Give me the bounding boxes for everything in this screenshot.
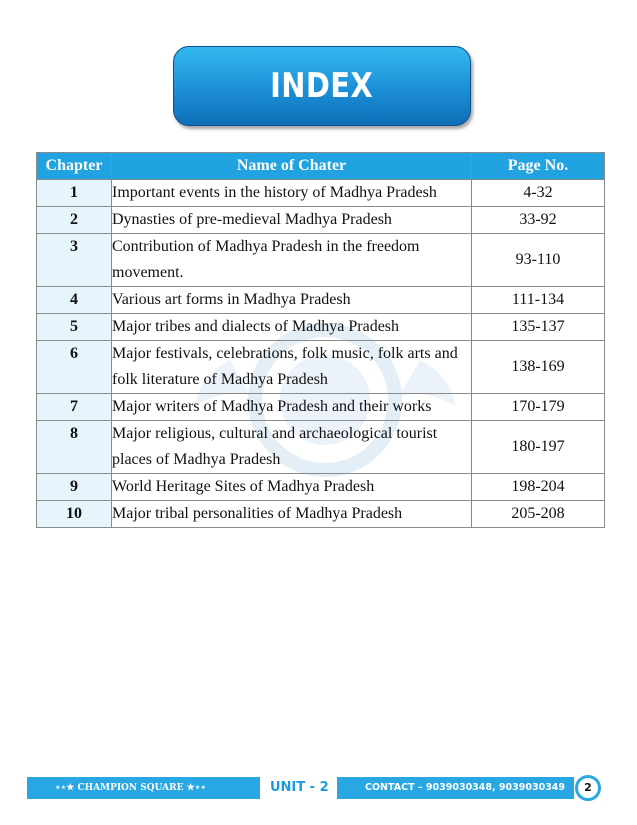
chapter-name: Major tribal personalities of Madhya Pradesh: [112, 501, 472, 528]
table-row: [37, 501, 605, 528]
chapter-number: 10: [37, 501, 112, 528]
page-range: 180-197: [472, 421, 605, 474]
chapter-name: World Heritage Sites of Madhya Pradesh: [112, 474, 472, 501]
table-row: [37, 394, 605, 421]
chapter-name: Major writers of Madhya Pradesh and their works: [112, 394, 472, 421]
chapter-number: 6: [37, 341, 112, 394]
chapter-name: Major religious, cultural and archaeological tourist places of Madhya Pradesh: [112, 421, 472, 474]
index-table: [36, 152, 605, 528]
table-row: [37, 341, 605, 394]
page-range: 138-169: [472, 341, 605, 394]
header-chapter: Chapter: [37, 153, 112, 180]
page-range: 111-134: [472, 287, 605, 314]
table-row: [37, 287, 605, 314]
chapter-name: Major tribes and dialects of Madhya Pradesh: [112, 314, 472, 341]
table-row: [37, 207, 605, 234]
page-range: 33-92: [472, 207, 605, 234]
page-range: 205-208: [472, 501, 605, 528]
chapter-number: 2: [37, 207, 112, 234]
chapter-number: 4: [37, 287, 112, 314]
chapter-number: 9: [37, 474, 112, 501]
chapter-number: 3: [37, 234, 112, 287]
table-row: [37, 421, 605, 474]
table-row: [37, 314, 605, 341]
table-row: [37, 234, 605, 287]
page-range: 93-110: [472, 234, 605, 287]
page-range: 4-32: [472, 180, 605, 207]
index-title-banner: [173, 46, 471, 126]
page-range: 170-179: [472, 394, 605, 421]
chapter-number: 7: [37, 394, 112, 421]
chapter-number: 5: [37, 314, 112, 341]
chapter-name: Various art forms in Madhya Pradesh: [112, 287, 472, 314]
footer-unit: UNIT - 2: [270, 780, 329, 795]
header-page: Page No.: [472, 153, 605, 180]
table-row: [37, 474, 605, 501]
page-range: 198-204: [472, 474, 605, 501]
page-footer: [27, 777, 611, 799]
table-row: [37, 180, 605, 207]
page-title: INDEX: [270, 66, 374, 106]
chapter-name: Important events in the history of Madhya Pradesh: [112, 180, 472, 207]
chapter-name: Contribution of Madhya Pradesh in the freedom movement.: [112, 234, 472, 287]
table-header-row: [37, 153, 605, 180]
chapter-number: 8: [37, 421, 112, 474]
footer-brand: ⋆⋆★ CHAMPION SQUARE ★⋆⋆: [55, 783, 206, 793]
page-number: 2: [575, 775, 601, 801]
page-range: 135-137: [472, 314, 605, 341]
chapter-name: Dynasties of pre-medieval Madhya Pradesh: [112, 207, 472, 234]
header-name: Name of Chater: [112, 153, 472, 180]
chapter-number: 1: [37, 180, 112, 207]
chapter-name: Major festivals, celebrations, folk music, folk arts and folk literature of Madhya Pradesh: [112, 341, 472, 394]
footer-contact: CONTACT – 9039030348, 9039030349: [365, 782, 566, 793]
